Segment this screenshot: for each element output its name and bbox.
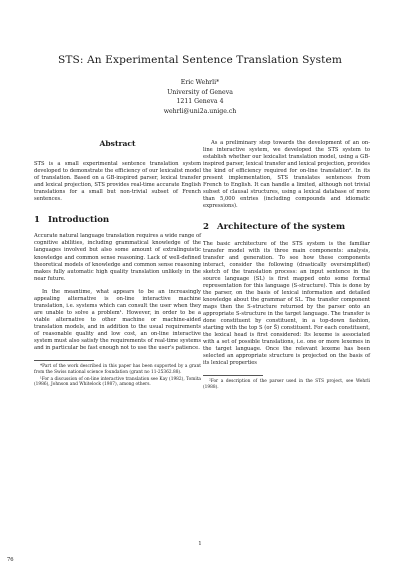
right-column	[203, 140, 370, 392]
abstract-text: STS is a small experimental sentence translation system developed to demonstrate the efficiency of our lexicalist model of translation. Based on a GB-inspired parser, lexical transfer and lexical projection, STS provides real-time accurate English translations for a small but non-trivial subset of French sentences.	[34, 161, 201, 203]
author-address: 1211 Geneva 4	[176, 98, 224, 106]
page-number: 1	[198, 541, 202, 547]
right-paragraph-1: As a preliminary step towards the development of an on-line interactive system, we developed the STS system to establish whether our lexicalist translation model, using a GB-inspired parser, lexical transfer and lexical projection, provides the kind of efficiency required for on-line translation². In its present implementation, STS translates sentences from French to English. It can handle a limited, although not trivial subset of clausal structures, using a lexical database of more than 5,000 entries (including compounds and idiomatic expressions).	[203, 140, 370, 210]
section-heading-architecture	[203, 224, 370, 231]
architecture-paragraph-1: The basic architecture of the STS system is the familiar transfer model with its three main components: analysis, transfer and generation. To see how these components interact, consider the following (drastically oversimplified) sketch of the translation process: an input sentence in the source language (SL) is first mapped onto some formal representation for this language (S-structure). This is done by the parser, on the basis of lexical information and detailed knowledge about the grammar of SL. The transfer component maps then the S-structure returned by the parser onto an appropriate S-structure in the target language. The transfer is done constituent by constituent, in a top-down fashion, starting with the top S (or S̄) constituent. For each constituent, the lexical head is first considered: Its lexeme is associated with a set of possible translations, i.e. one or more lexemes in the target language. Once the relevant lexeme has been selected an appropriate structure is projected on the basis of its lexical properties	[203, 240, 370, 367]
section-heading-introduction	[34, 217, 201, 224]
footnote-divider	[34, 360, 94, 361]
intro-paragraph-2: In the meantime, what appears to be an increasingly appealing alternative is on-line interactive machine translation, i.e. systems which can consult the user when they are unable to solve a problem¹. However, in order to be a viable alternative to other machine or machine-aided translation models, and in addition to the usual requirements of reasonable quality and low cost, an on-line interactive system must also satisfy the requirements of real-time systems and in particular be fast enough not to use the user's patience.	[34, 288, 201, 352]
footnote-2: ²For a description of the parser used in the STS project, see Wehrli (1988).	[203, 379, 370, 391]
margin-number: 76	[7, 557, 14, 563]
section-title: Introduction	[47, 215, 110, 226]
intro-paragraph-1: Accurate natural language translation requires a wide range of cognitive abilities, including grammatical knowledge of the languages involved but also some amount of extralinguistic knowledge and common sense reasoning. Lack of well-defined theoretical models of knowledge and common sense reasoning makes fully automatic high quality translation unlikely in the near future.	[34, 233, 201, 282]
abstract-heading: Abstract	[99, 139, 136, 148]
section-number: 1	[34, 215, 40, 226]
footnote-1: ¹For a discussion of on-line interactive translation see Kay (1982), Tomita (1986), Johnson and Whitelock (1987), among others.	[34, 376, 201, 388]
author-email: wehrli@uni2a.unige.ch	[163, 107, 237, 115]
footnote-divider	[203, 375, 263, 376]
author-name: Eric Wehrli*	[180, 79, 220, 86]
paper-title: STS: An Experimental Sentence Translation System	[58, 54, 342, 66]
section-title: Architecture of the system	[216, 222, 346, 233]
author-affiliation: University of Geneva	[167, 88, 233, 96]
footnote-grant: *Part of the work described in this paper has been supported by a grant from the Swiss national science foundation (grant no 11-25362.88).	[34, 364, 201, 375]
left-column	[34, 140, 201, 389]
author-block	[0, 78, 400, 116]
section-number: 2	[203, 222, 209, 233]
